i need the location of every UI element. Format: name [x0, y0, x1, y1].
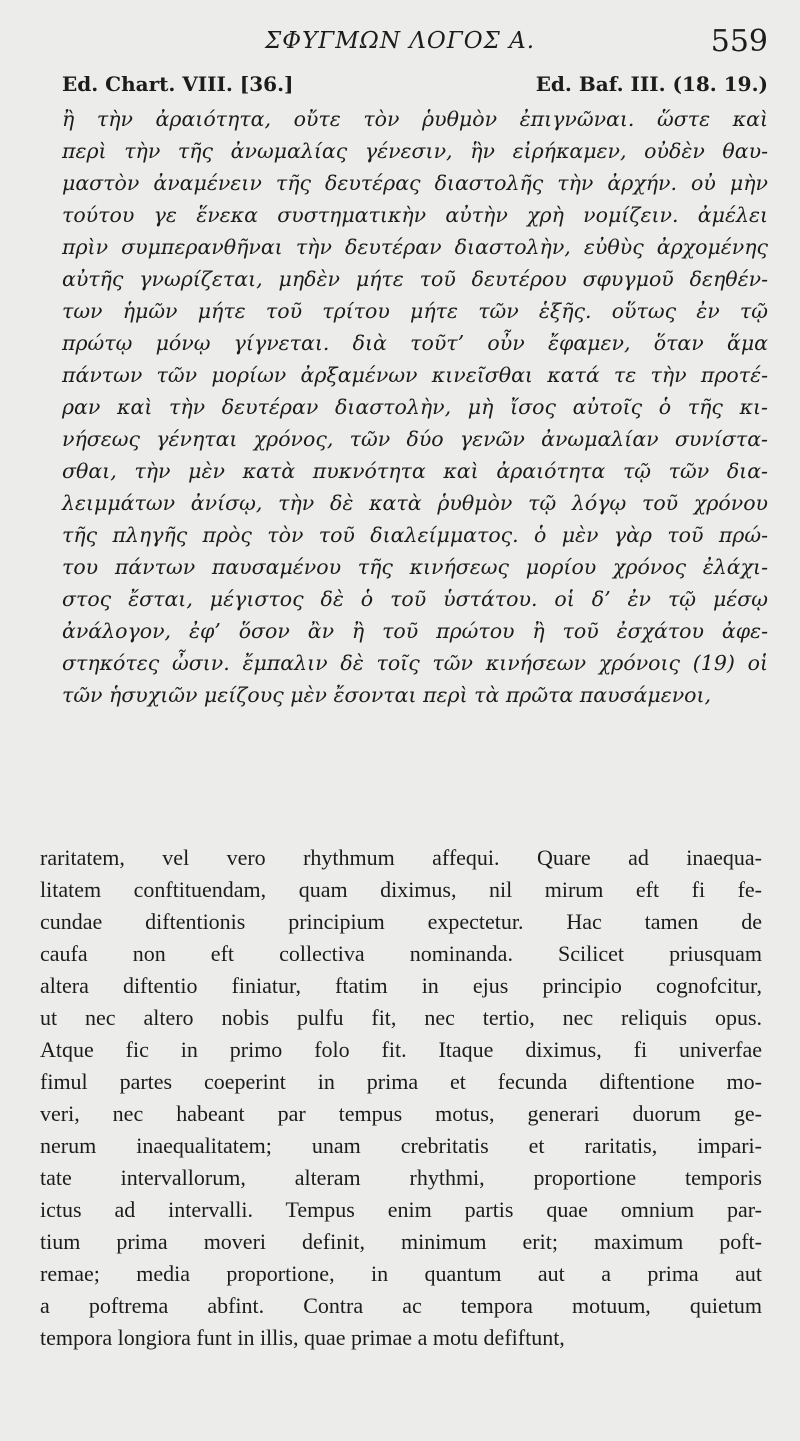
latin-line: a poftrema abfint. Contra ac tempora motuum, quietum	[40, 1293, 762, 1318]
greek-line: αὐτῆς γνωρίζεται, μηδὲν μήτε τοῦ δευτέρου σφυγμοῦ δεηθέν-	[62, 267, 768, 291]
greek-line: ἢ τὴν ἀραιότητα, οὔτε τὸν ῥυθμὸν ἐπιγνῶναι. ὥστε καὶ	[62, 107, 768, 131]
greek-line: μαστὸν ἀναμένειν τῆς δευτέρας διαστολῆς τὴν ἀρχήν. οὐ μὴν	[62, 171, 768, 195]
latin-line: caufa non eft collectiva nominanda. Scilicet priusquam	[40, 941, 762, 966]
greek-line: τῶν ἡσυχιῶν μείζους μὲν ἔσονται περὶ τὰ πρῶτα παυσάμενοι,	[62, 683, 712, 707]
latin-line: altera diftentio finiatur, ftatim in ejus principio cognofcitur,	[40, 973, 762, 998]
edition-reference-chartier: Ed. Chart. VIII. [36.]	[62, 72, 294, 96]
greek-line: σθαι, τὴν μὲν κατὰ πυκνότητα καὶ ἀραιότητα τῷ τῶν δια-	[62, 459, 768, 483]
page-number: 559	[710, 24, 768, 59]
greek-text-block	[62, 103, 768, 711]
greek-line: τούτου γε ἕνεκα συστηματικὴν αὐτὴν χρὴ νομίζειν. ἀμέλει	[62, 203, 768, 227]
latin-line: remae; media proportione, in quantum aut a prima aut	[40, 1261, 762, 1286]
latin-line: veri, nec habeant par tempus motus, generari duorum ge-	[40, 1101, 762, 1126]
greek-line: στηκότες ὦσιν. ἔμπαλιν δὲ τοῖς τῶν κινήσεων χρόνοις (19) οἱ	[62, 651, 768, 675]
greek-line: στος ἔσται, μέγιστος δὲ ὁ τοῦ ὑστάτου. οἱ δ’ ἐν τῷ μέσῳ	[62, 587, 768, 611]
latin-line: tate intervallorum, alteram rhythmi, proportione temporis	[40, 1165, 762, 1190]
greek-line: λειμμάτων ἀνίσῳ, τὴν δὲ κατὰ ῥυθμὸν τῷ λόγῳ τοῦ χρόνου	[62, 491, 768, 515]
latin-line: tium prima moveri definit, minimum erit; maximum poft-	[40, 1229, 762, 1254]
greek-line: τῆς πληγῆς πρὸς τὸν τοῦ διαλείμματος. ὁ μὲν γὰρ τοῦ πρώ-	[62, 523, 768, 547]
greek-line: νήσεως γένηται χρόνος, τῶν δύο γενῶν ἀνωμαλίαν συνίστα-	[62, 427, 768, 451]
edition-reference-basel: Ed. Baf. III. (18. 19.)	[535, 72, 768, 96]
greek-line: πάντων τῶν μορίων ἀρξαμένων κινεῖσθαι κατά τε τὴν προτέ-	[62, 363, 768, 387]
greek-line: των ἡμῶν μήτε τοῦ τρίτου μήτε τῶν ἑξῆς. οὕτως ἐν τῷ	[62, 299, 768, 323]
latin-line: litatem conftituendam, quam diximus, nil mirum eft fi fe-	[40, 877, 762, 902]
greek-line: ραν καὶ τὴν δευτέραν διαστολὴν, μὴ ἴσος αὐτοῖς ὁ τῆς κι-	[62, 395, 768, 419]
latin-text-block	[40, 842, 762, 1354]
greek-line: ἀνάλογον, ἐφ’ ὅσον ἂν ἢ τοῦ πρώτου ἢ τοῦ ἐσχάτου ἀφε-	[62, 619, 768, 643]
latin-line: Atque fic in primo folo fit. Itaque diximus, fi univerfae	[40, 1037, 762, 1062]
latin-line: cundae diftentionis principium expectetur. Hac tamen de	[40, 909, 762, 934]
latin-line: ut nec altero nobis pulfu fit, nec tertio, nec reliquis opus.	[40, 1005, 762, 1030]
latin-line: fimul partes coeperint in prima et fecunda diftentione mo-	[40, 1069, 762, 1094]
greek-line: πρὶν συμπερανθῆναι τὴν δευτέραν διαστολὴν, εὐθὺς ἀρχομένης	[62, 235, 768, 259]
latin-line: raritatem, vel vero rhythmum affequi. Quare ad inaequa-	[40, 845, 762, 870]
greek-line: του πάντων παυσαμένου τῆς κινήσεως μορίου χρόνος ἐλάχι-	[62, 555, 768, 579]
greek-line: περὶ τὴν τῆς ἀνωμαλίας γένεσιν, ἣν εἰρήκαμεν, οὐδὲν θαυ-	[62, 139, 768, 163]
latin-line: ictus ad intervalli. Tempus enim partis quae omnium par-	[40, 1197, 762, 1222]
greek-line: πρώτῳ μόνῳ γίγνεται. διὰ τοῦτ’ οὖν ἔφαμεν, ὅταν ἅμα	[62, 331, 768, 355]
latin-line: tempora longiora funt in illis, quae primae a motu defiftunt,	[40, 1325, 565, 1350]
running-title: ΣΦΥΓΜΩΝ ΛΟΓΟΣ Α.	[264, 28, 536, 54]
latin-line: nerum inaequalitatem; unam crebritatis et raritatis, impari-	[40, 1133, 762, 1158]
